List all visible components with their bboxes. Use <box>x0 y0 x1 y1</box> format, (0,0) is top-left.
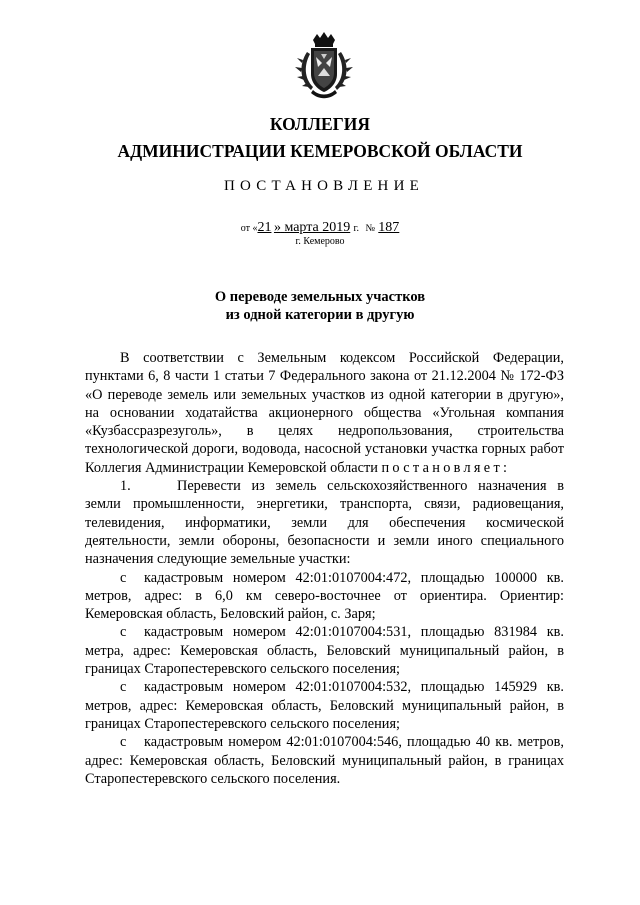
title-line2: из одной категории в другую <box>225 307 415 323</box>
org-name-line1: КОЛЛЕГИЯ <box>269 114 371 134</box>
date-month-year: марта 2019 <box>284 220 351 235</box>
parcel-item <box>85 678 564 733</box>
title-line1: О переводе земельных участков <box>214 289 426 305</box>
parcel-prefix: с <box>120 569 127 586</box>
parcel-prefix: с <box>120 679 127 696</box>
org-name-line2: АДМИНИСТРАЦИИ КЕМЕРОВСКОЙ ОБЛАСТИ <box>117 141 523 161</box>
year-suffix: г. <box>353 223 359 234</box>
parcel-item <box>85 733 564 788</box>
decree-word: постановляет: <box>381 459 511 476</box>
date-day: 21 <box>257 220 272 235</box>
item-1 <box>85 477 564 568</box>
intro-paragraph <box>85 349 564 477</box>
number-prefix: № <box>365 223 376 234</box>
coat-of-arms-icon <box>293 30 355 100</box>
document-type: ПОСТАНОВЛЕНИЕ <box>224 178 424 194</box>
item-1-text: Перевести из земель сельскохозяйственного назначения в земли промышленности, энергетики, транспорта, связи, радиовещания, телевидения, информатики, земли для обеспечения космической деятельности, земли обороны, безопасности и земли иного специального назначения следующие земельные участки: <box>85 478 564 568</box>
parcel-prefix: с <box>120 734 127 751</box>
document-body <box>85 349 564 788</box>
date-prefix: от « <box>240 223 258 234</box>
parcel-text: кадастровым номером 42:01:0107004:532, площадью 145929 кв. метров, адрес: Кемеровская область, Беловский муниципальный район, в границах Старопестеревского сельского поселения; <box>85 679 564 732</box>
parcel-item <box>85 623 564 678</box>
parcel-text: кадастровым номером 42:01:0107004:472, площадью 100000 кв. метров, адрес: в 6,0 км северо-восточнее от ориентира. Ориентир: Кемеровская область, Беловский район, с. Заря; <box>85 569 564 623</box>
parcel-text: кадастровым номером 42:01:0107004:546, площадью 40 кв. метров, адрес: Кемеровская область, Беловский муниципальный район, в границах Старопестеревского сельского поселения. <box>85 734 564 787</box>
date-number-line <box>0 219 640 237</box>
parcel-prefix: с <box>120 624 127 641</box>
date-close-quote: » <box>273 220 281 235</box>
document-number: 187 <box>378 220 400 235</box>
intro-text: В соответствии с Земельным кодексом Российской Федерации, пунктами 6, 8 части 1 статьи 7 Федерального закона от 21.12.2004 № 172-ФЗ «О переводе земель или земельных участков из одной категории в другую», на основании ходатайства акционерного общества «Угольная компания «Кузбассразрезуголь», в целях недропользования, строительства технологической дороги, водовода, насосной установки участка горных работ Коллегия Администрации Кемеровской области <box>85 350 564 476</box>
parcel-text: кадастровым номером 42:01:0107004:531, площадью 831984 кв. метра, адрес: Кемеровская область, Беловский муниципальный район, в границах Старопестеревского сельского поселения; <box>85 624 564 678</box>
city: г. Кемерово <box>295 236 345 247</box>
item-1-number: 1. <box>120 478 131 495</box>
parcel-item <box>85 569 564 624</box>
